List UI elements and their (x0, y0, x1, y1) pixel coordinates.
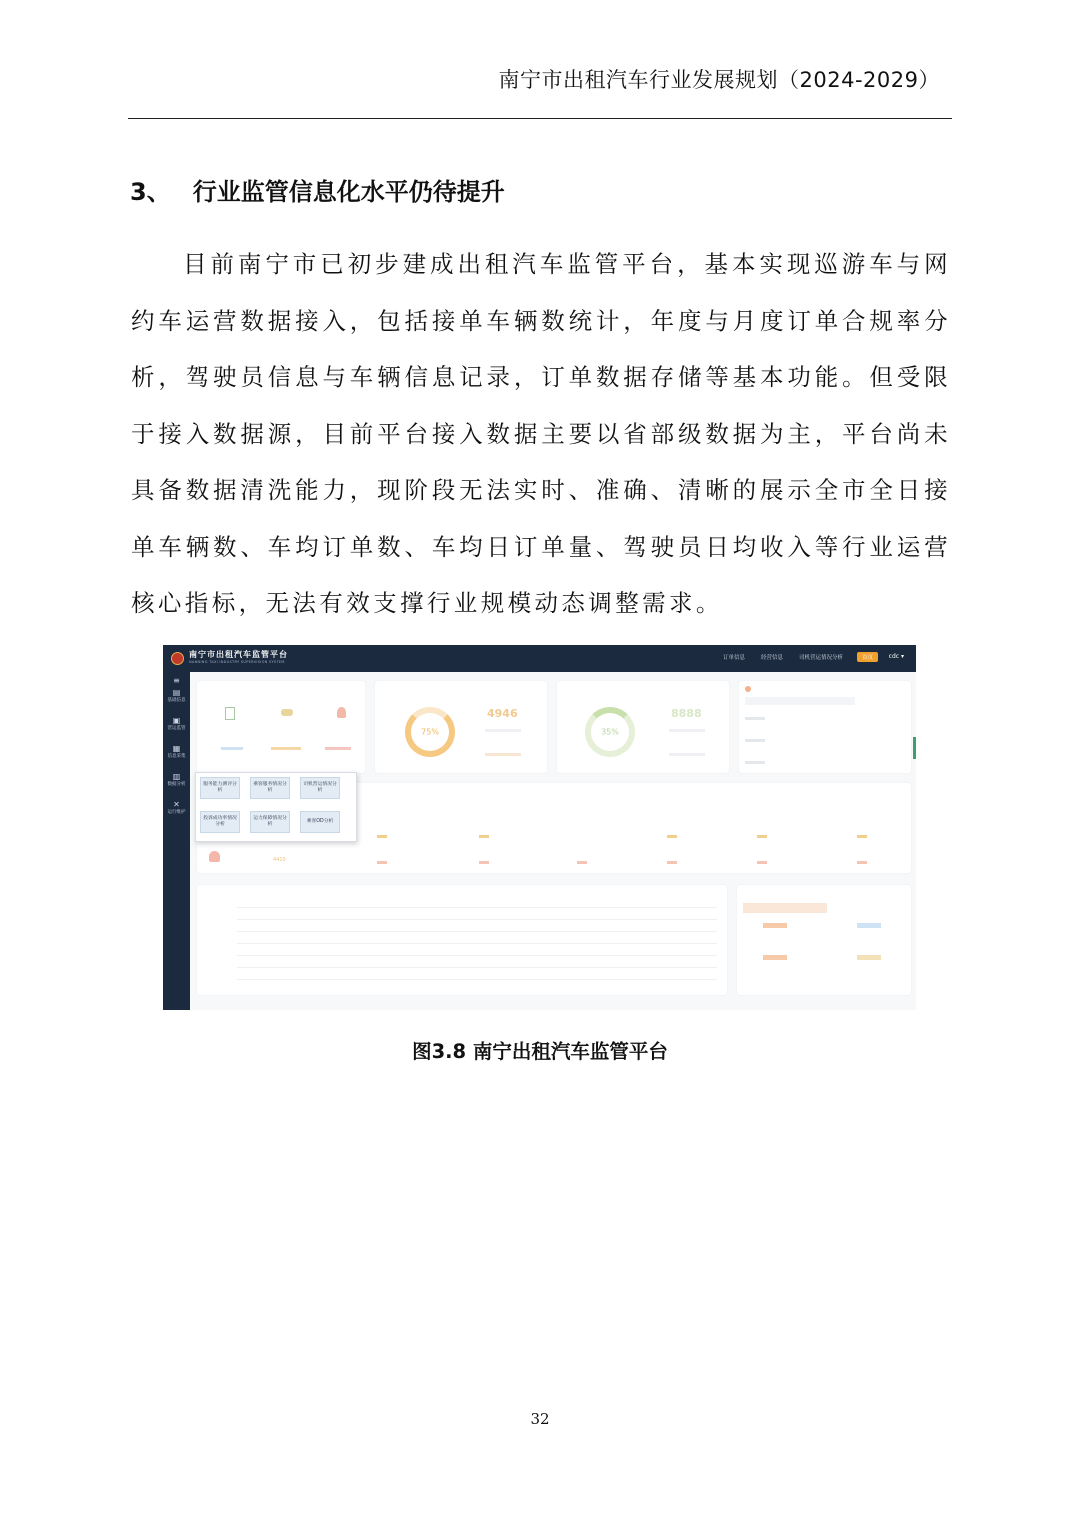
sidebar-item-operation-supervision[interactable]: ▣ 营运监管 (163, 716, 190, 732)
nav-home[interactable]: 首页 (857, 652, 878, 662)
menu-toggle-icon[interactable]: ≡ (173, 676, 180, 685)
driver-icon (337, 707, 346, 718)
nav-order-info[interactable]: 订单信息 (723, 655, 746, 661)
sidebar-item-maintenance[interactable]: ✕ 运行维护 (163, 800, 190, 816)
user-menu[interactable]: cdc ▾ (888, 653, 904, 660)
left-rate-ring: 75% (405, 707, 455, 757)
nav-business-info[interactable]: 经营信息 (761, 655, 784, 661)
online-vehicle-count: 4946 (487, 707, 518, 720)
alert-icon (745, 686, 751, 692)
building-icon: ▤ (172, 688, 181, 697)
platform-subtitle: NANNING TAXI INDUSTRY SUPERVISION SYSTEM (189, 660, 285, 664)
submenu-capacity-guarantee[interactable]: 运力保障情况分析 (250, 811, 290, 833)
platform-screenshot (163, 645, 916, 1010)
right-rate-ring: 35% (585, 707, 635, 757)
platform-sidebar (163, 672, 190, 1010)
header-rule (128, 118, 952, 119)
section-title: 行业监管信息化水平仍待提升 (192, 178, 505, 206)
sidebar-item-data-analysis[interactable]: ▥ 数据分析 (163, 772, 190, 788)
tools-icon: ✕ (173, 800, 180, 809)
body-paragraph: 目前南宁市已初步建成出租汽车监管平台，基本实现巡游车与网约车运营数据接入，包括接单车辆数统计，年度与月度订单合规率分析，驾驶员信息与车辆信息记录，订单数据存储等基本功能。但受限于接入数据源，目前平台接入数据主要以省部级数据为主，平台尚未具备数据清洗能力，现阶段无法实时、准确、清晰的展示全市全日接单车辆数、车均订单数、车均日订单量、驾驶员日均收入等行业运营核心指标，无法有效支撑行业规模动态调整需求。 (131, 250, 951, 617)
left-rate-panel (375, 681, 547, 773)
driver-icon (209, 851, 220, 862)
alerts-panel (739, 681, 911, 773)
building-icon (225, 707, 235, 720)
submenu-service-capability[interactable]: 服务能力测评分析 (200, 777, 240, 799)
summary-count: 4410 (273, 857, 286, 863)
submenu-passenger-od[interactable]: 乘客OD分析 (300, 811, 340, 833)
vehicle-stats-panel (197, 681, 365, 773)
platform-title: 南宁市出租汽车监管平台 (189, 650, 288, 659)
sidebar-item-info-collection[interactable]: ▦ 信息采集 (163, 744, 190, 760)
page-number: 32 (530, 1410, 550, 1428)
police-badge-icon (171, 652, 184, 665)
right-count: 8888 (671, 707, 702, 720)
quick-stats-panel (737, 885, 911, 995)
running-header: 南宁市出租汽车行业发展规划（2024-2029） (498, 68, 940, 92)
right-rate-panel (557, 681, 729, 773)
figure-caption: 图3.8 南宁出租汽车监管平台 (412, 1040, 668, 1063)
nav-driver-analysis[interactable]: 司机营运情况分析 (799, 655, 844, 661)
section-number: 3、 (130, 178, 171, 206)
chart-icon: ▥ (172, 772, 181, 781)
document-icon: ▦ (172, 744, 181, 753)
platform-topbar (163, 645, 916, 672)
submenu-passenger-service[interactable]: 乘客服务情况分析 (250, 777, 290, 799)
taxi-icon (281, 709, 293, 716)
section-heading (130, 172, 505, 207)
analysis-submenu (195, 772, 357, 842)
monitor-icon: ▣ (172, 716, 181, 725)
submenu-complaint-rate[interactable]: 投诉成功率情况分析 (200, 811, 240, 833)
scrollbar-thumb[interactable] (913, 737, 916, 759)
monthly-table-panel (197, 885, 727, 995)
sidebar-item-basic-info[interactable]: ▤ 基础信息 (163, 688, 190, 704)
submenu-driver-operation[interactable]: 司机营运情况分析 (300, 777, 340, 799)
